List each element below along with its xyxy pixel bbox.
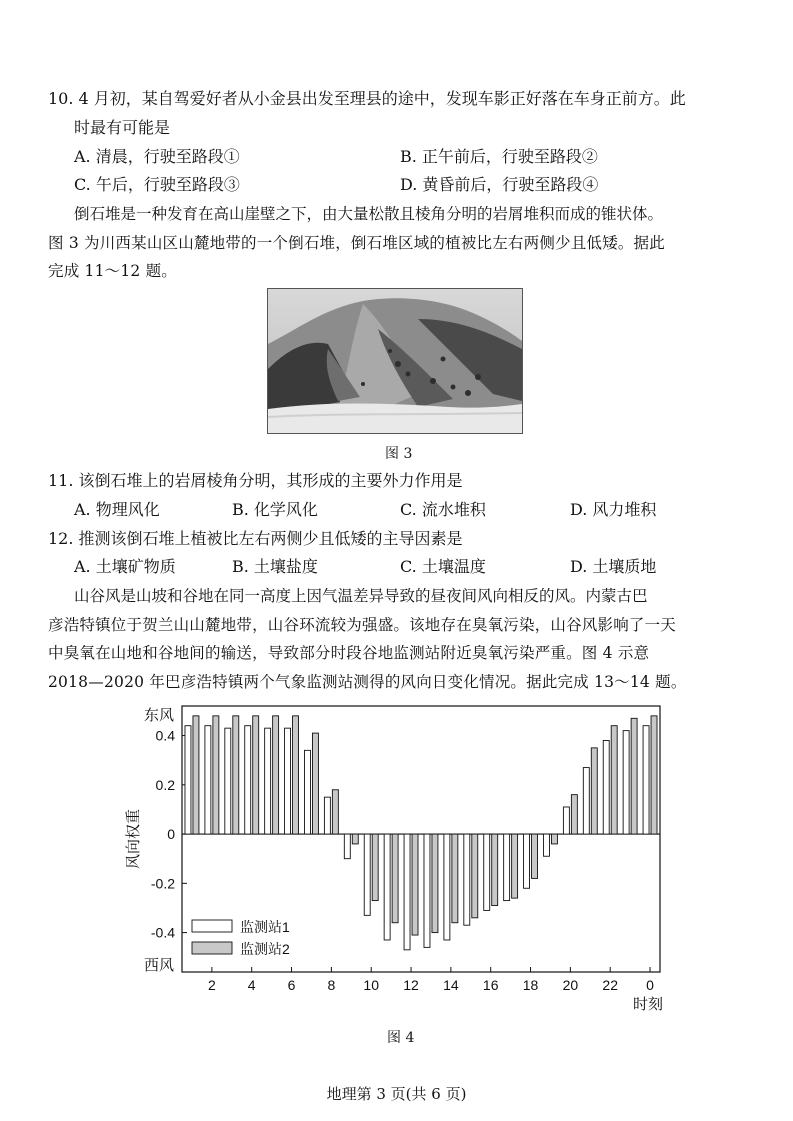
- bar-station2: [253, 716, 259, 834]
- bar-station2: [651, 716, 657, 834]
- intro-wind-line3: 中臭氧在山地和谷地间的输送，导致部分时段谷地监测站附近臭氧污染严重。图 4 示意: [48, 644, 650, 662]
- bar-station1: [205, 726, 211, 834]
- bar-station2: [452, 834, 458, 923]
- y-tick-label: -0.2: [150, 875, 175, 892]
- bar-station1: [384, 834, 390, 940]
- bar-station2: [412, 834, 418, 935]
- bar-station1: [245, 726, 251, 834]
- bar-station2: [432, 834, 438, 933]
- bar-station1: [344, 834, 350, 859]
- bar-station2: [372, 834, 378, 901]
- y-tick-label: 0.2: [155, 776, 175, 793]
- bar-station2: [591, 748, 597, 834]
- q12-stem: 12. 推测该倒石堆上植被比左右两侧少且低矮的主导因素是: [48, 529, 463, 548]
- y-tick-label: 0: [167, 826, 175, 843]
- bar-station2: [492, 834, 498, 905]
- q11-option-c: C. 流水堆积: [400, 500, 486, 519]
- bar-station1: [464, 834, 470, 925]
- bar-station1: [563, 807, 569, 834]
- bar-station1: [623, 731, 629, 834]
- bar-station1: [364, 834, 370, 915]
- bar-station1: [484, 834, 490, 910]
- legend-swatch: [192, 920, 232, 932]
- bar-station1: [444, 834, 450, 940]
- q12-option-c: C. 土壤温度: [400, 557, 486, 576]
- intro-scree-line1: 倒石堆是一种发育在高山崖壁之下，由大量松散且棱角分明的岩屑堆积而成的锥状体。: [74, 205, 664, 223]
- legend-label: 监测站2: [240, 941, 290, 957]
- q10-stem-line2: 时最有可能是: [74, 118, 171, 137]
- bar-station2: [571, 795, 577, 834]
- q11-option-b: B. 化学风化: [232, 500, 318, 519]
- bar-station1: [225, 728, 231, 834]
- bar-station1: [304, 750, 310, 834]
- bar-station2: [532, 834, 538, 878]
- q10-option-d: D. 黄昏前后，行驶至路段④: [400, 175, 599, 194]
- bar-station1: [285, 728, 291, 834]
- x-tick-label: 16: [482, 977, 499, 993]
- q10-option-b: B. 正午前后，行驶至路段②: [400, 147, 598, 166]
- x-tick-label: 12: [403, 977, 419, 993]
- y-tick-label: -0.4: [150, 924, 175, 941]
- q12-option-a: A. 土壤矿物质: [74, 557, 176, 576]
- bar-station1: [643, 726, 649, 834]
- y-tick-label: 0.4: [155, 727, 175, 744]
- q12-option-b: B. 土壤盐度: [232, 557, 318, 576]
- bar-station1: [185, 726, 191, 834]
- bar-station2: [193, 716, 199, 834]
- intro-scree-line2: 图 3 为川西某山区山麓地带的一个倒石堆，倒石堆区域的植被比左右两侧少且低矮。据此: [48, 234, 665, 252]
- wind-direction-chart: [120, 700, 680, 1020]
- bar-station2: [352, 834, 358, 844]
- bar-station2: [392, 834, 398, 923]
- x-tick-label: 22: [602, 977, 618, 993]
- bar-station1: [524, 834, 530, 888]
- figure3-caption: 图 3: [385, 446, 413, 462]
- q11-stem: 11. 该倒石堆上的岩屑棱角分明，其形成的主要外力作用是: [48, 471, 463, 490]
- q10-option-a: A. 清晨，行驶至路段①: [74, 147, 240, 166]
- bar-station1: [265, 728, 271, 834]
- q11-option-d: D. 风力堆积: [570, 500, 657, 519]
- bar-station1: [504, 834, 510, 901]
- bar-station2: [332, 790, 338, 834]
- q10-option-c: C. 午后，行驶至路段③: [74, 175, 240, 194]
- intro-wind-line1: 山谷风是山坡和谷地在同一高度上因气温差异导致的昼夜间风向相反的风。内蒙古巴: [74, 587, 648, 605]
- scree-photo: [267, 288, 523, 434]
- x-tick-label: 2: [207, 977, 216, 993]
- y-bottom-label: 西风: [143, 957, 174, 974]
- q11-option-a: A. 物理风化: [74, 500, 160, 519]
- x-tick-label: 20: [562, 977, 579, 993]
- y-top-label: 东风: [143, 707, 174, 724]
- bar-station1: [603, 740, 609, 834]
- y-axis-title: 风向权重: [125, 808, 142, 870]
- page-footer: 地理第 3 页(共 6 页): [326, 1085, 467, 1103]
- bar-station1: [583, 768, 589, 835]
- q10-stem-line1: 10. 4 月初，某自驾爱好者从小金县出发至理县的途中，发现车影正好落在车身正前方。此: [48, 89, 686, 108]
- bar-station2: [213, 716, 219, 834]
- x-tick-label: 10: [363, 977, 379, 993]
- x-tick-label: 8: [327, 977, 336, 993]
- bar-station2: [293, 716, 299, 834]
- bar-station2: [611, 726, 617, 834]
- legend-swatch: [192, 942, 232, 954]
- bar-station2: [631, 718, 637, 834]
- x-tick-label: 14: [443, 977, 459, 993]
- figure4-caption: 图 4: [387, 1030, 415, 1046]
- bar-station1: [424, 834, 430, 947]
- bar-station2: [233, 716, 239, 834]
- bar-station1: [404, 834, 410, 950]
- bar-station2: [312, 733, 318, 834]
- bar-station1: [324, 797, 330, 834]
- x-tick-label: 18: [522, 977, 539, 993]
- bar-station2: [472, 834, 478, 918]
- x-tick-label: 0: [646, 977, 654, 993]
- bar-station2: [551, 834, 557, 844]
- bar-station2: [512, 834, 518, 898]
- intro-wind-line2: 彦浩特镇位于贺兰山山麓地带，山谷环流较为强盛。该地存在臭氧污染，山谷风影响了一天: [48, 616, 677, 634]
- bar-station2: [273, 716, 279, 834]
- x-tick-label: 4: [247, 977, 256, 993]
- q12-option-d: D. 土壤质地: [570, 557, 657, 576]
- intro-wind-line4: 2018—2020 年巴彦浩特镇两个气象监测站测得的风向日变化情况。据此完成 13～14 题。: [48, 673, 687, 691]
- bar-station1: [543, 834, 549, 856]
- intro-scree-line3: 完成 11～12 题。: [48, 262, 178, 280]
- x-tick-label: 6: [287, 977, 296, 993]
- legend-label: 监测站1: [240, 919, 290, 935]
- x-axis-title: 时刻: [632, 996, 664, 1013]
